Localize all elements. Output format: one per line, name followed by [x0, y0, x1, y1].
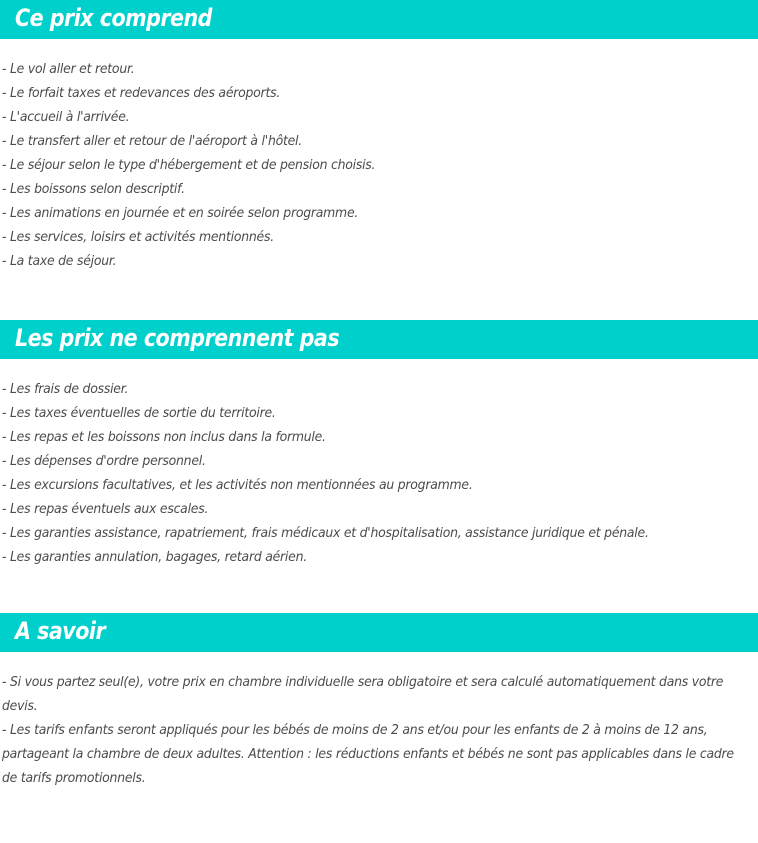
section-body-3	[0, 670, 758, 790]
list-item: - L'accueil à l'arrivée.	[2, 109, 130, 125]
paragraph: - Les tarifs enfants seront appliqués pour les bébés de moins de 2 ans et/ou pour les enfants de 2 à moins de 12 ans, partageant la chambre de deux adultes. Attention : les réductions enfants et bébés ne sont pas applicables dans le cadre de tarifs promotionnels.	[2, 722, 734, 786]
section-ce-prix-comprend	[0, 0, 758, 273]
list-item: - Les taxes éventuelles de sortie du territoire.	[2, 405, 276, 421]
paragraph: - Si vous partez seul(e), votre prix en chambre individuelle sera obligatoire et sera calculé automatiquement dans votre devis.	[2, 674, 724, 714]
list-item: - Les excursions facultatives, et les activités non mentionnées au programme.	[2, 477, 473, 493]
list-item: - Les animations en journée et en soirée selon programme.	[2, 205, 359, 221]
list-item: - Les repas et les boissons non inclus dans la formule.	[2, 429, 326, 445]
list-item: - Le vol aller et retour.	[2, 61, 135, 77]
section-header-banner-3	[0, 613, 758, 652]
spacer-5	[0, 652, 758, 670]
list-item: - Les garanties annulation, bagages, retard aérien.	[2, 549, 307, 565]
spacer-1	[0, 39, 758, 57]
section-header-banner-1	[0, 0, 758, 39]
list-item: - Les services, loisirs et activités mentionnés.	[2, 229, 274, 245]
list-item: - Les boissons selon descriptif.	[2, 181, 185, 197]
section-les-prix-ne-comprennent-pas	[0, 320, 758, 569]
list-item: - Le transfert aller et retour de l'aéroport à l'hôtel.	[2, 133, 303, 149]
list-item: - La taxe de séjour.	[2, 253, 117, 269]
list-item: - Le séjour selon le type d'hébergement et de pension choisis.	[2, 157, 376, 173]
list-item: - Le forfait taxes et redevances des aéroports.	[2, 85, 281, 101]
section-body-2	[0, 377, 758, 569]
section-a-savoir	[0, 613, 758, 790]
list-item: - Les garanties assistance, rapatriement, frais médicaux et d'hospitalisation, assistance juridique et pénale.	[2, 525, 649, 541]
section-body-1	[0, 57, 758, 273]
section-header-banner-2	[0, 320, 758, 359]
section-title-2: Les prix ne comprennent pas	[15, 324, 340, 352]
section-title-1: Ce prix comprend	[15, 4, 212, 32]
spacer-2	[0, 273, 758, 320]
list-item: - Les repas éventuels aux escales.	[2, 501, 209, 517]
section-title-3: A savoir	[15, 617, 106, 645]
list-item: - Les dépenses d'ordre personnel.	[2, 453, 206, 469]
list-item: - Les frais de dossier.	[2, 381, 129, 397]
spacer-4	[0, 569, 758, 613]
spacer-3	[0, 359, 758, 377]
